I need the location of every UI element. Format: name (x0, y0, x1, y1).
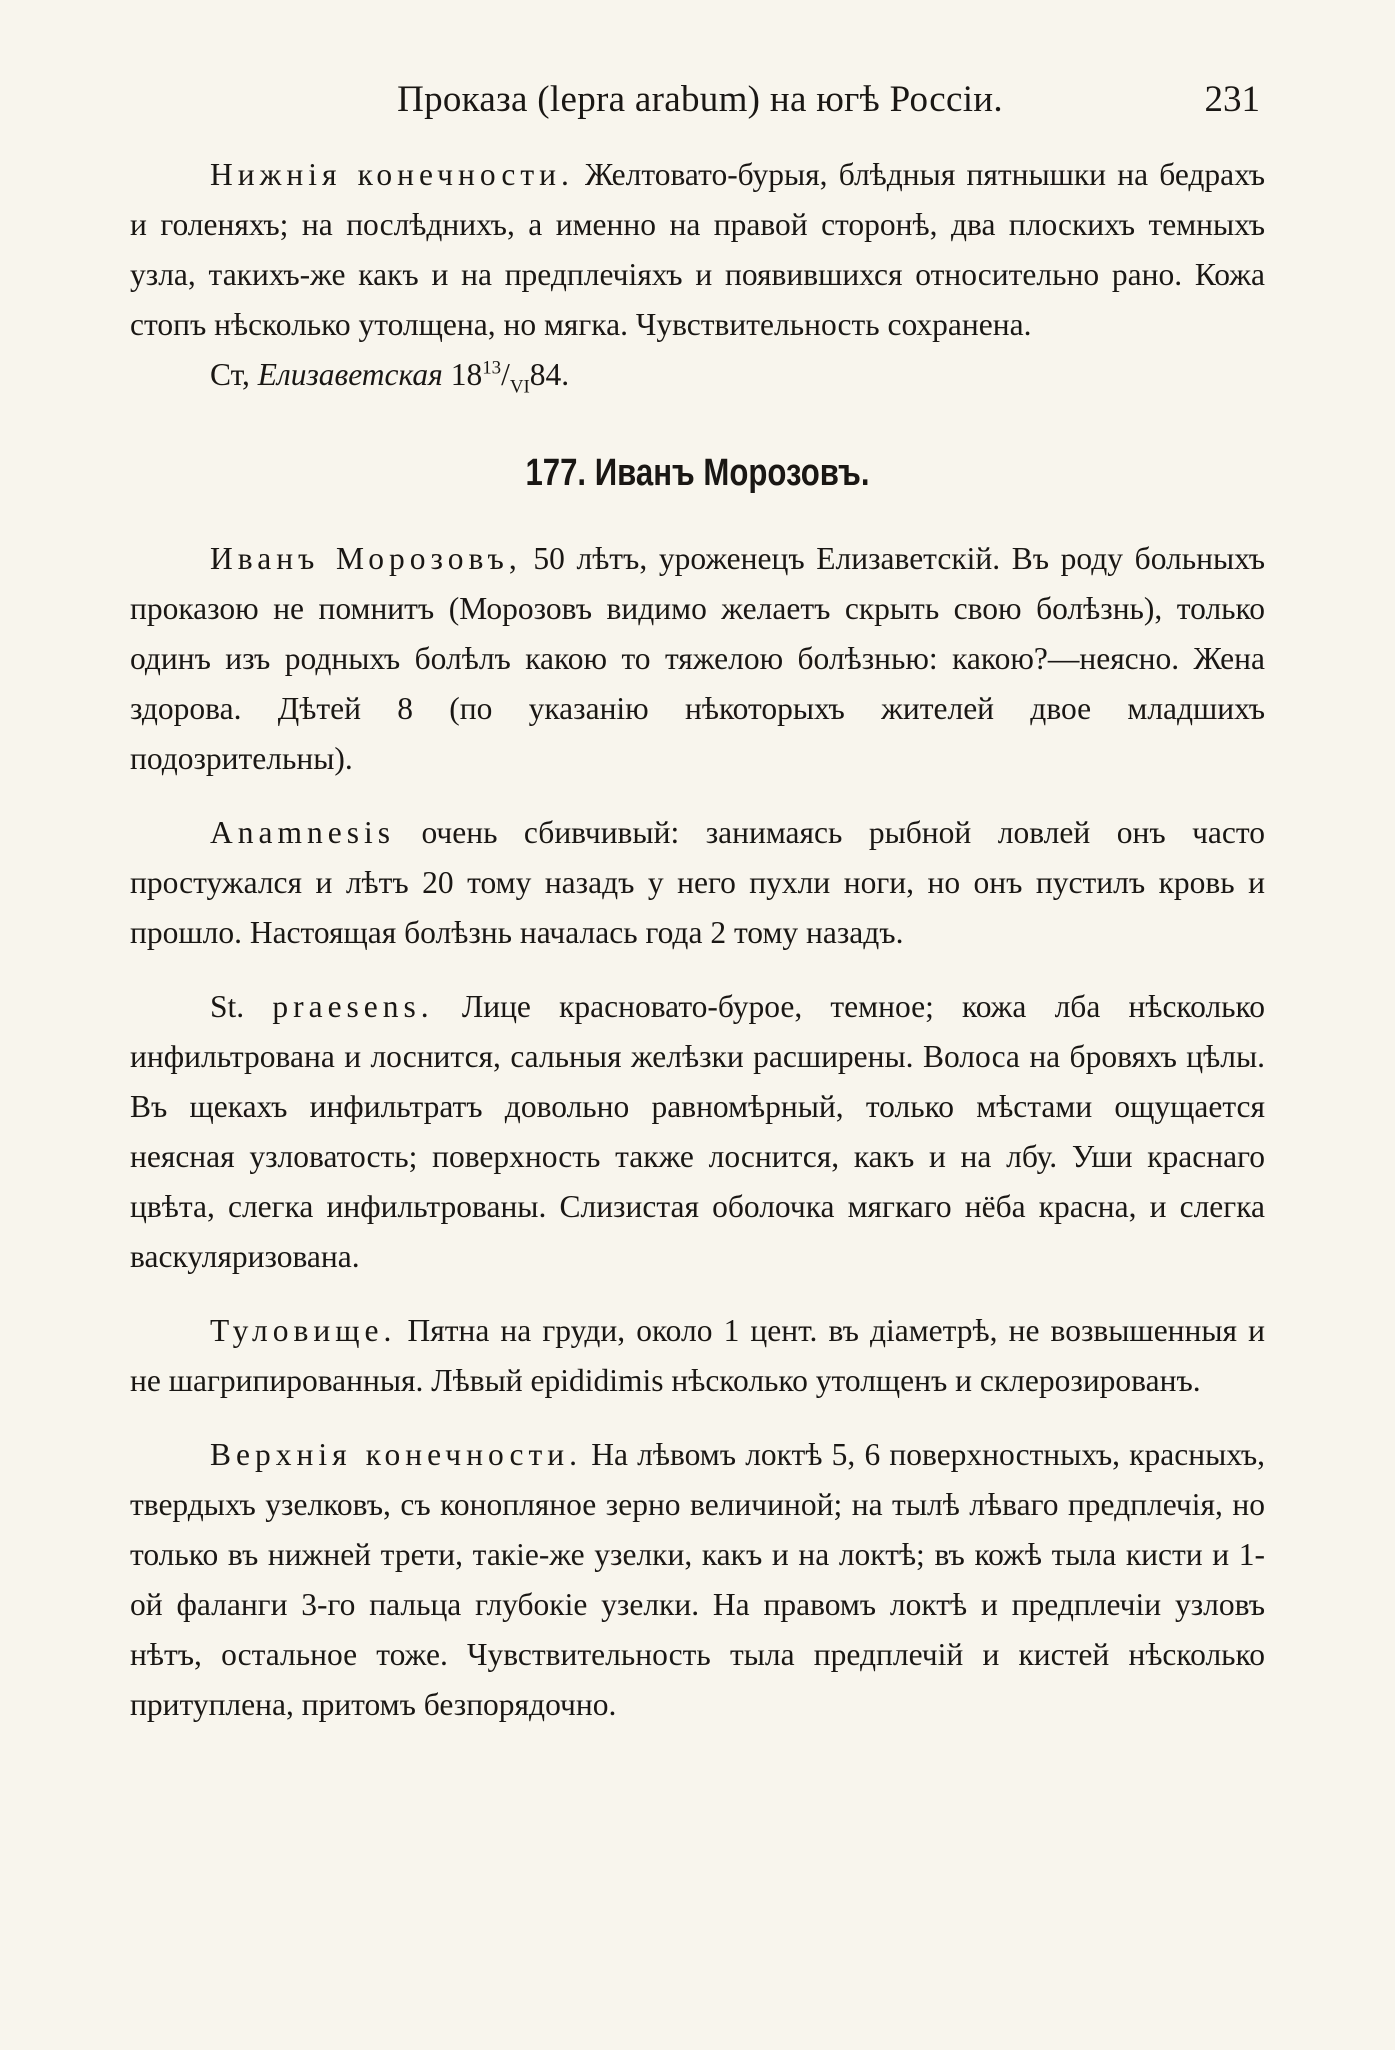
section-lead: Верхнія конечности. (210, 1437, 583, 1472)
paragraph-anamnesis (130, 808, 1265, 958)
signature-date-sep: / (501, 357, 510, 392)
section-lead: Нижнія конечности. (210, 157, 574, 192)
paragraph-text: На лѣвомъ локтѣ 5, 6 поверхностныхъ, красныхъ, твердыхъ узелковъ, съ конопляное зерно величиной; на тылѣ лѣваго предплечія, но только въ нижней трети, такіе-же узелки, какъ и на локтѣ; въ кожѣ тыла кисти и 1-ой фаланги 3-го пальца глубокіе узелки. На правомъ локтѣ и предплечіи узловъ нѣтъ, остальное тоже. Чувствительность тыла предплечій и кистей нѣсколько притуплена, притомъ безпорядочно. (130, 1437, 1265, 1722)
page-number: 231 (1204, 79, 1260, 120)
paragraph-patient-intro (130, 534, 1265, 784)
section-lead-b: praesens. (272, 989, 434, 1024)
section-lead: Anamnesis (210, 815, 395, 850)
section-lead: Иванъ Морозовъ, (210, 541, 522, 576)
signature-date-sub: VI (509, 376, 530, 398)
paragraph-text: очень сбивчивый: занимаясь рыбной ловлей онъ часто простужался и лѣтъ 20 тому назадъ у него пухли ноги, но онъ пустилъ кровь и прошло. Настоящая болѣзнь началась года 2 тому назадъ. (130, 815, 1265, 950)
header-title: Проказа (lepra arabum) на югѣ Россіи. (397, 79, 1003, 120)
signature-date-main: 18 (442, 357, 483, 392)
paragraph-lower-limbs (130, 150, 1265, 350)
paragraph-text: Желтовато-бурыя, блѣдныя пятнышки на бедрахъ и голеняхъ; на послѣднихъ, а именно на правой сторонѣ, два плоскихъ темныхъ узла, такихъ-же какъ и на предплечіяхъ и появившихся относительно рано. Кожа стопъ нѣсколько утолщена, но мягка. Чувствительность сохранена. (130, 157, 1265, 342)
paragraph-text: Лице красновато-бурое, темное; кожа лба нѣсколько инфильтрована и лоснится, сальныя желѣзки расширены. Волоса на бровяхъ цѣлы. Въ щекахъ инфильтратъ довольно равномѣрный, только мѣстами ощущается неясная узловатость; поверхность также лоснится, какъ и на лбу. Уши краснаго цвѣта, слегка инфильтрованы. Слизистая оболочка мягкаго нёба красна, и слегка васкуляризована. (130, 989, 1266, 1274)
paragraph-status-praesens (130, 982, 1265, 1282)
running-header (130, 78, 1270, 128)
signature-line (130, 350, 1265, 400)
paragraph-text: Пятна на груди, около 1 цент. въ діаметрѣ, не возвышенныя и не шагрипированныя. Лѣвый epididimis нѣсколько утолщенъ и склерозированъ. (130, 1313, 1265, 1398)
case-heading: 177. Иванъ Морозовъ. (525, 452, 870, 494)
signature-prefix: Ст, (210, 357, 258, 392)
paragraph-upper-limbs (130, 1430, 1265, 1730)
section-lead-a: St. (210, 989, 245, 1024)
body-text (130, 150, 1265, 1730)
section-lead: Туловище. (210, 1313, 397, 1348)
paragraph-text: 50 лѣтъ, уроженецъ Елизаветскій. Въ роду больныхъ проказою не помнитъ (Морозовъ видимо желаетъ скрыть свою болѣзнь), только одинъ изъ родныхъ болѣлъ какою то тяжелою болѣзнью: какою?—неясно. Жена здорова. Дѣтей 8 (по указанію нѣкоторыхъ жителей двое младшихъ подозрительны). (130, 541, 1265, 776)
signature-date-sup: 13 (482, 357, 502, 379)
signature-date-year: 84. (529, 357, 570, 392)
signature-place: Елизаветская (257, 357, 443, 392)
paragraph-torso (130, 1306, 1265, 1406)
